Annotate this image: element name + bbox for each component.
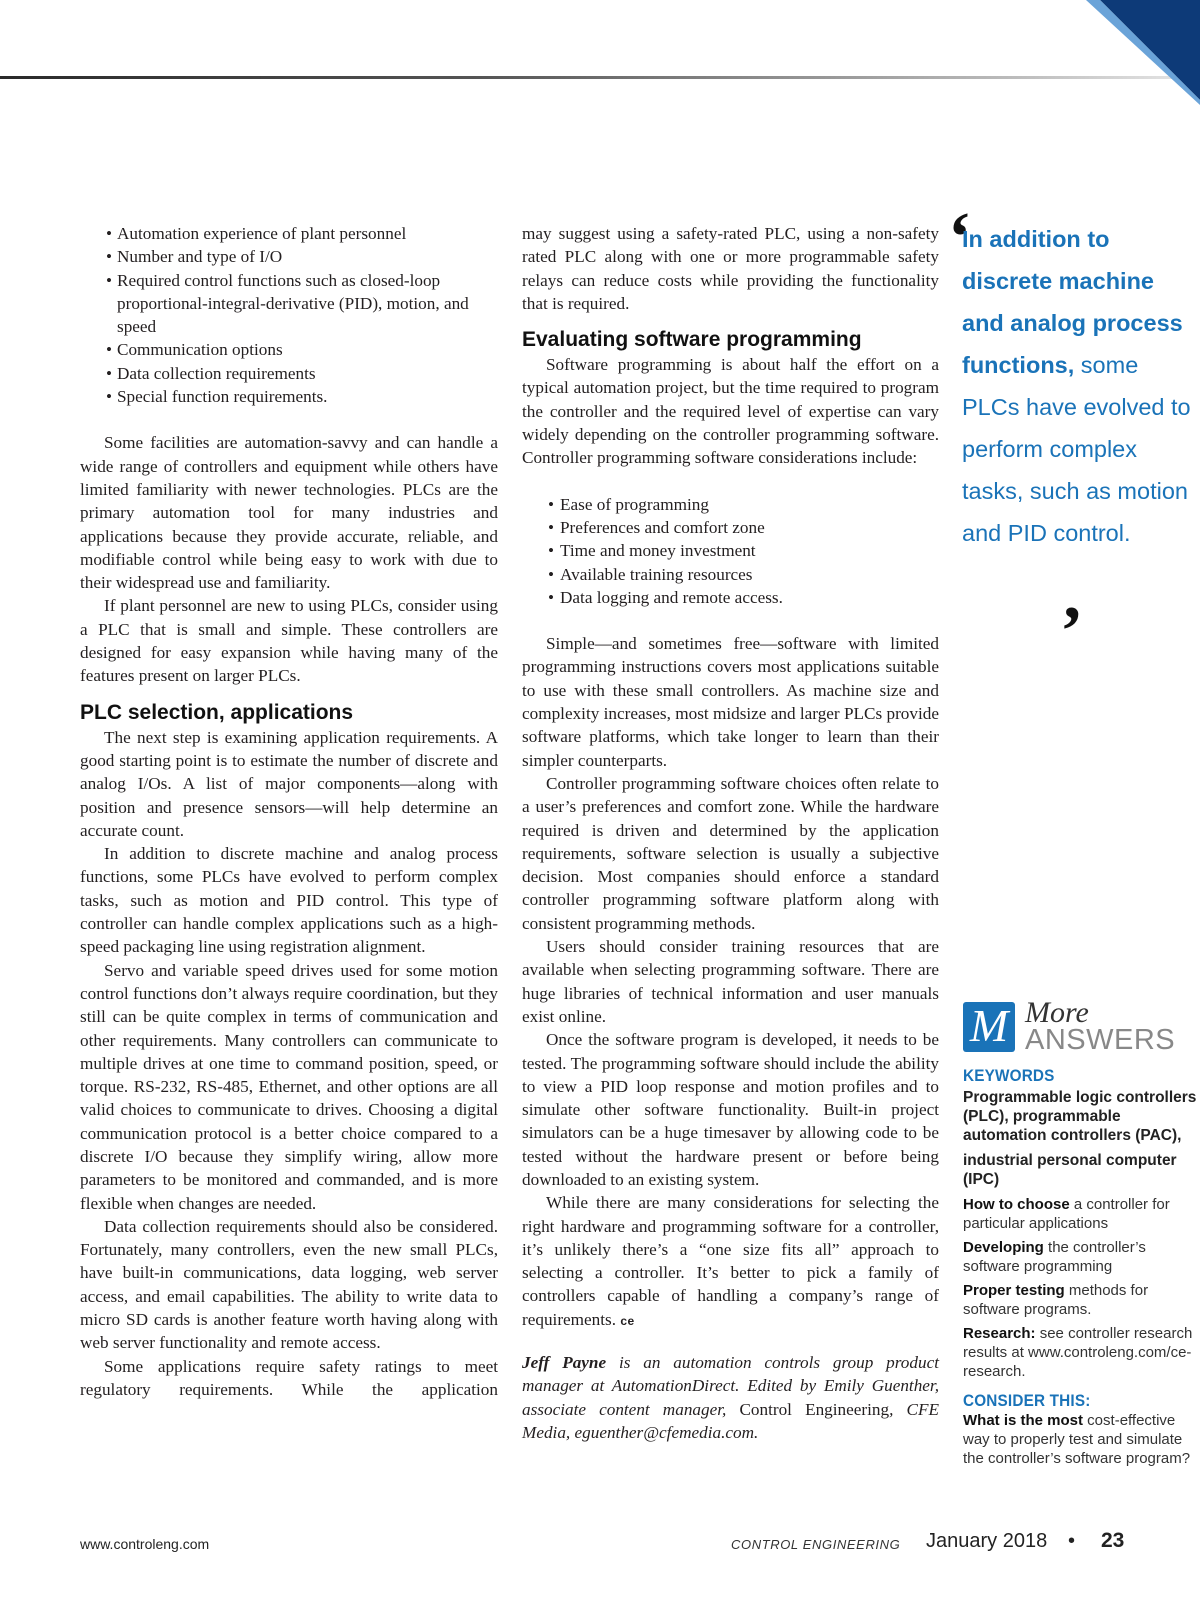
bio-org: Control Engineering bbox=[739, 1399, 890, 1419]
list-item: • Time and money investment bbox=[522, 539, 939, 562]
end-mark: ce bbox=[620, 1313, 635, 1328]
body-paragraph: Some applications require safety ratings to meet regulatory requirements. While the application bbox=[80, 1356, 498, 1399]
item-bold: What is the most bbox=[963, 1412, 1084, 1429]
item-text: methods for software programs. bbox=[963, 1282, 1149, 1318]
section-heading: Evaluating software programming bbox=[522, 328, 862, 352]
author-name: Jeff Payne bbox=[522, 1353, 607, 1373]
list-item bbox=[963, 1238, 1198, 1276]
body-paragraph: Once the software program is developed, it needs to be tested. The programming software should include the ability to view a PID loop response and motion profiles and to simulate other software functionality. Built-in project simulators can be a huge timesaver by allowing code to be tested without the hardware present or before being downloaded to an existing system. bbox=[522, 1030, 939, 1189]
list-item: • Available training resources bbox=[522, 563, 939, 586]
item-bold: How to choose bbox=[963, 1196, 1070, 1213]
m-logo-letter: M bbox=[969, 1000, 1009, 1051]
pull-quote-bold: In addition to discrete machine and analog process functions, bbox=[962, 226, 1183, 378]
body-paragraph: Users should consider training resources that are available when selecting programming software. There are huge libraries of technical information and user manuals exist online. bbox=[522, 937, 939, 1026]
footer-date: January 2018 bbox=[926, 1530, 1048, 1552]
section-heading: PLC selection, applications bbox=[80, 700, 354, 724]
item-text: a controller for particular applications bbox=[963, 1196, 1170, 1232]
answers-word: ANSWERS bbox=[1025, 1024, 1176, 1056]
body-paragraph: Some facilities are automation-savvy and can handle a wide range of controllers and equipment while others have limited familiarity with newer technologies. PLCs are the primary automation tool for many industries and applications because they provide accurate, reliable, and modifiable control while being easy to work with due to their widespread use and familiarity. bbox=[80, 433, 498, 593]
item-text: the controller’s software programming bbox=[963, 1239, 1146, 1275]
body-paragraph bbox=[522, 1191, 939, 1333]
bio-text: is an automation controls group product manager at AutomationDirect. Edited by Emily Guenther, associate content manager, bbox=[522, 1353, 939, 1419]
list-item: • Number and type of I/O bbox=[80, 245, 498, 268]
list-item: • Automation experience of plant personnel bbox=[80, 222, 498, 245]
more-answers-sidebar bbox=[963, 1066, 1198, 1473]
list-item: • Data collection requirements bbox=[80, 362, 498, 385]
list-item: • Communication options bbox=[80, 338, 498, 361]
corner-tab-graphic bbox=[1080, 0, 1200, 105]
header-rule bbox=[0, 76, 1200, 79]
page-number: 23 bbox=[1101, 1529, 1125, 1552]
item-bold: Proper testing bbox=[963, 1282, 1065, 1299]
list-item: • Preferences and comfort zone bbox=[522, 516, 939, 539]
list-item: • Data logging and remote access. bbox=[522, 586, 939, 609]
body-paragraph: Simple—and sometimes free—software with limited programming instructions covers most applications suitable to use with these small controllers. As machine size and complexity increases, most midsize and larger PLCs provide software platforms, which take longer to learn than their simpler counterparts. bbox=[522, 634, 939, 770]
list-item: • Special function requirements. bbox=[80, 385, 498, 408]
software-considerations-list bbox=[522, 493, 939, 609]
article-column-2 bbox=[522, 222, 939, 1444]
author-bio bbox=[522, 1351, 939, 1444]
list-item: • Required control functions such as closed-loop proportional-integral-derivative (PID), motion, and speed bbox=[80, 269, 498, 339]
body-paragraph: Servo and variable speed drives used for some motion control functions don’t always require coordination, but they still can be quite complex in terms of communication and other requirements. Many controllers can communicate to multiple drives at one time to command position, speed, or torque. RS-232, RS-485, Ethernet, and other options are all valid choices to communicate to drives. Choosing a digital communication protocol is a better choice compared to a discrete I/O because they simplify wiring, allow more parameters to be monitored and commanded, and is more flexible when changes are needed. bbox=[80, 960, 498, 1213]
body-text: While there are many considerations for selecting the right hardware and programming software for a controller, it’s unlikely there’s a “one size fits all” approach to selecting a controller. It’s better to pick a family of controllers capable of handling a company’s range of requirements. bbox=[522, 1193, 939, 1329]
list-item bbox=[963, 1281, 1198, 1319]
body-paragraph: may suggest using a safety-rated PLC, using a non-safety rated PLC along with one or more programmable safety relays can reduce costs while providing the functionality that is required. bbox=[522, 224, 939, 313]
item-bold: Research: bbox=[963, 1325, 1036, 1342]
item-text: cost-effective way to properly test and simulate the controller’s software program? bbox=[963, 1412, 1191, 1467]
consider-text bbox=[963, 1411, 1198, 1468]
pull-quote bbox=[962, 218, 1194, 554]
more-word: More bbox=[1025, 996, 1089, 1029]
body-paragraph: In addition to discrete machine and analog process functions, some PLCs have evolved to perform complex tasks, such as motion and PID control. This type of controller can handle complex applications such as a high-speed packaging line using registration alignment. bbox=[80, 844, 498, 957]
body-paragraph: Software programming is about half the effort on a typical automation project, but the time required to program the controller and the required level of expertise can vary widely depending on the controller programming software. Controller programming software considerations include: bbox=[522, 355, 939, 468]
body-paragraph: Controller programming software choices often relate to a user’s preferences and comfort zone. While the hardware required is driven and determined by the application requirements, software selection is usually a subjective decision. Most companies should enforce a standard controller programming software platform along with consistent programming methods. bbox=[522, 773, 939, 933]
bio-text: , CFE Media, eguenther@cfemedia.com. bbox=[522, 1399, 939, 1442]
list-item: • Ease of programming bbox=[522, 493, 939, 516]
keywords-text: Programmable logic controllers (PLC), programmable automation controllers (PAC), bbox=[963, 1089, 1197, 1144]
body-paragraph: If plant personnel are new to using PLCs, consider using a PLC that is small and simple. These controllers are designed for easy expansion while having many of the features present on larger PLCs. bbox=[80, 596, 498, 686]
footer-website[interactable]: www.controleng.com bbox=[80, 1536, 210, 1552]
controller-factors-list bbox=[80, 222, 498, 408]
item-text: see controller research results at www.controleng.com/ce-research. bbox=[963, 1325, 1193, 1380]
keywords-text: industrial personal computer (IPC) bbox=[963, 1152, 1177, 1188]
footer-separator: • bbox=[1068, 1530, 1076, 1552]
list-item bbox=[963, 1324, 1198, 1381]
open-quote-mark: ‘ bbox=[948, 199, 972, 276]
pull-quote-text: some PLCs have evolved to perform complex tasks, such as motion and PID control. bbox=[962, 352, 1191, 546]
body-paragraph: Data collection requirements should also be considered. Fortunately, many controllers, even the new small PLCs, have built-in communications, data logging, web server access, and email capabilities. The ability to write data to micro SD cards is another feature worth having along with web server functionality and remote access. bbox=[80, 1216, 498, 1353]
footer-magazine-name: CONTROL ENGINEERING bbox=[731, 1537, 901, 1552]
close-quote-mark: ’ bbox=[1060, 593, 1084, 670]
article-column-1 bbox=[80, 222, 498, 1401]
keywords-heading: KEYWORDS bbox=[963, 1066, 1055, 1085]
consider-heading: CONSIDER THIS: bbox=[963, 1391, 1091, 1410]
list-item bbox=[963, 1195, 1198, 1233]
more-answers-logo bbox=[963, 996, 1198, 1056]
item-bold: Developing bbox=[963, 1239, 1044, 1256]
body-paragraph: The next step is examining application requirements. A good starting point is to estimate the number of discrete and analog I/Os. A list of major components—along with position and presence sensors—will help determine an accurate count. bbox=[80, 727, 498, 840]
